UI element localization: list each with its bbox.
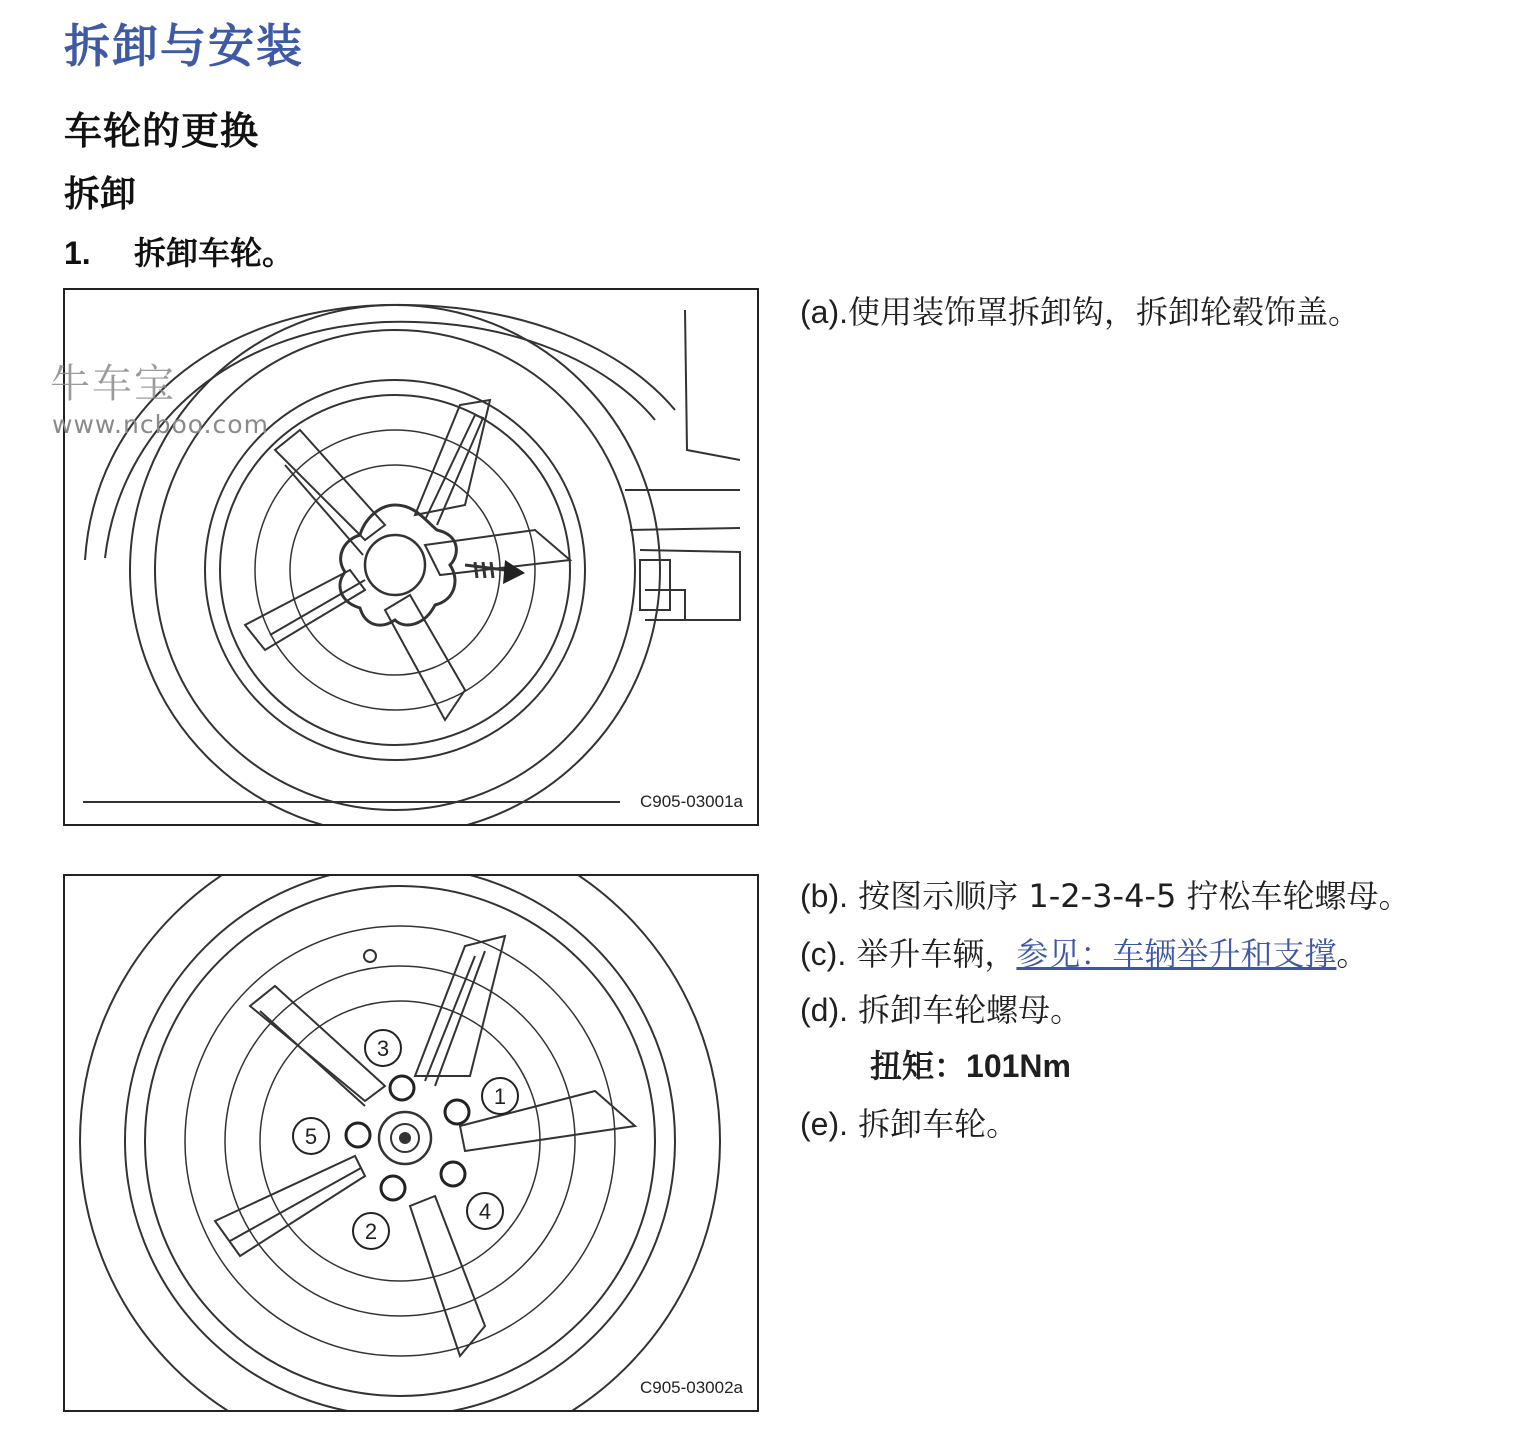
instruction-text: 拆卸车轮螺母。 (858, 991, 1083, 1029)
nut-label-2: 2 (364, 1219, 378, 1244)
lug-nut-3 (390, 1076, 414, 1100)
instruction-text: 使用装饰罩拆卸钩，拆卸轮毂饰盖。 (848, 293, 1361, 331)
instruction-text: 按图示顺序 1-2-3-4-5 拧松车轮螺母。 (858, 877, 1411, 915)
instruction-label: (b). (800, 878, 848, 914)
lug-nut-5 (346, 1123, 370, 1147)
instruction-text-end: 。 (1336, 935, 1369, 973)
vehicle-lift-link[interactable]: 参见：车辆举升和支撑 (1016, 935, 1337, 973)
wheel-lugnut-illustration (65, 876, 757, 1410)
instruction-label: (c). (800, 936, 847, 972)
step-heading (64, 228, 294, 274)
torque-spec (870, 1046, 1071, 1088)
instruction-text: 拆卸车轮。 (858, 1105, 1019, 1143)
lug-nut-2 (381, 1176, 405, 1200)
torque-value: 101Nm (966, 1048, 1071, 1084)
step-number: 1. (64, 235, 91, 271)
nut-label-4: 4 (478, 1199, 492, 1224)
nut-label-1: 1 (493, 1084, 507, 1109)
nut-label-5: 5 (304, 1124, 318, 1149)
lug-nut-1 (445, 1100, 469, 1124)
instruction-d (800, 990, 1082, 1032)
instruction-e (800, 1104, 1018, 1146)
figure-lug-nut-sequence (63, 874, 759, 1412)
instruction-a (800, 292, 1360, 334)
subsection-heading: 拆卸 (64, 174, 137, 215)
instruction-b (800, 876, 1411, 918)
page-title: 拆卸与安装 (64, 19, 304, 73)
instruction-text: 举升车辆， (856, 935, 1017, 973)
instruction-label: (a). (800, 294, 848, 330)
instruction-label: (d). (800, 992, 848, 1028)
torque-label: 扭矩： (870, 1047, 967, 1085)
watermark-url: www.ncboo.com (52, 410, 269, 439)
watermark-logo: 牛车宝 (50, 361, 176, 407)
figure-code: C905-03002a (634, 1378, 743, 1398)
step-text: 拆卸车轮。 (134, 234, 295, 272)
figure-code: C905-03001a (634, 792, 743, 812)
nut-label-3: 3 (376, 1036, 390, 1061)
instruction-label: (e). (800, 1106, 848, 1142)
section-heading: 车轮的更换 (64, 109, 260, 153)
lug-nut-4 (441, 1162, 465, 1186)
instruction-c (800, 934, 1368, 976)
